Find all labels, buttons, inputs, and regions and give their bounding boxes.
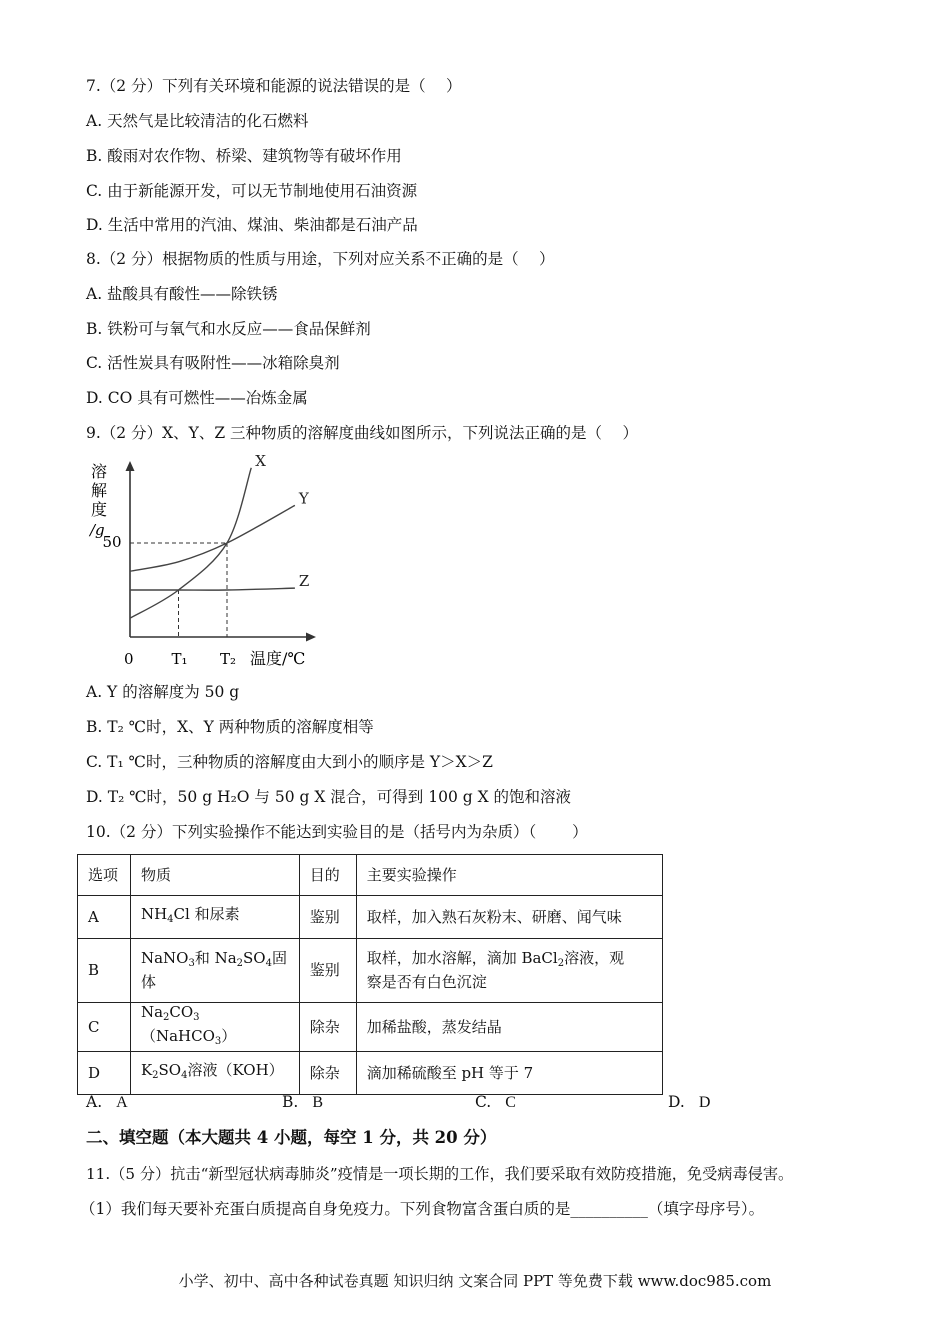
series-label-y: Y — [298, 489, 309, 508]
table-cell-substance: $NH_4Cl$ 和尿素 — [130, 896, 299, 939]
table-cell-option: A — [78, 896, 131, 939]
table-cell-option: D — [78, 1052, 131, 1095]
table-cell-substance: $K_2SO_4$溶液（KOH） — [130, 1052, 299, 1095]
table-header-cell: 主要实验操作 — [356, 855, 662, 896]
x-tick-label: T₂ — [220, 650, 237, 668]
y-axis-label-char-3: 度 — [91, 500, 108, 519]
x-tick-label: T₁ — [171, 650, 188, 668]
q10-choice-d: D. D — [668, 1093, 711, 1111]
table-cell-substance: $Na_2CO_3(NaHCO_3)$ — [130, 1003, 299, 1052]
section-heading: 二、填空题（本大题共 4 小题，每空 1 分，共 20 分） — [86, 1128, 497, 1147]
table-header-cell: 选项 — [78, 855, 131, 896]
y-axis-label-char-4: /g — [90, 521, 105, 539]
table-row — [78, 939, 663, 1003]
y-axis-label-char-1: 溶 — [91, 462, 108, 481]
q10-choice-c: C. C — [475, 1093, 516, 1111]
series-line-z — [130, 588, 295, 590]
q7-option-d: D. 生活中常用的汽油、煤油、柴油都是石油产品 — [86, 216, 418, 234]
table-header-cell: 物质 — [130, 855, 299, 896]
table-cell-operation: 取样，加水溶解，滴加 BaCl$_2$溶液，观 察是否有白色沉淀 — [356, 939, 662, 1003]
table-cell-purpose: 除杂 — [299, 1003, 356, 1052]
q8-option-c: C. 活性炭具有吸附性——冰箱除臭剂 — [86, 354, 340, 372]
y-tick-label: 50 — [102, 533, 122, 551]
q9-option-c: C. T₁ ℃时，三种物质的溶解度由大到小的顺序是 Y＞X＞Z — [86, 753, 493, 771]
table-header-cell: 目的 — [299, 855, 356, 896]
q7-option-c: C. 由于新能源开发，可以无节制地使用石油资源 — [86, 182, 418, 200]
q9-option-a: A. Y 的溶解度为 50 g — [86, 683, 240, 701]
q10-choice-b: B. B — [282, 1093, 323, 1111]
solubility-chart — [80, 455, 330, 673]
table-row — [78, 1003, 663, 1052]
q9-stem: 9.（2 分）X、Y、Z 三种物质的溶解度曲线如图所示，下列说法正确的是（ ） — [86, 424, 638, 442]
table-row — [78, 896, 663, 939]
table-cell-purpose: 鉴别 — [299, 896, 356, 939]
experiment-table — [77, 854, 663, 1095]
table-cell-purpose: 除杂 — [299, 1052, 356, 1095]
q8-stem: 8.（2 分）根据物质的性质与用途，下列对应关系不正确的是（ ） — [86, 250, 555, 268]
q8-option-d: D. CO 具有可燃性——冶炼金属 — [86, 389, 308, 407]
origin-label: 0 — [124, 650, 134, 668]
q8-option-b: B. 铁粉可与氧气和水反应——食品保鲜剂 — [86, 320, 371, 338]
y-axis-label-char-2: 解 — [91, 481, 108, 500]
table-header-row — [78, 855, 663, 896]
table-cell-operation: 取样，加入熟石灰粉末、研磨、闻气味 — [356, 896, 662, 939]
q8-option-a: A. 盐酸具有酸性——除铁锈 — [86, 285, 278, 303]
q7-option-a: A. 天然气是比较清洁的化石燃料 — [86, 112, 309, 130]
table-cell-purpose: 鉴别 — [299, 939, 356, 1003]
table-cell-operation: 滴加稀硫酸至 pH 等于 7 — [356, 1052, 662, 1095]
x-axis-label: 温度/℃ — [250, 649, 306, 668]
series-line-x — [130, 468, 251, 618]
q11-stem: 11.（5 分）抗击“新型冠状病毒肺炎”疫情是一项长期的工作，我们要采取有效防疫措施，免受病毒侵害。 — [86, 1165, 794, 1183]
table-cell-operation: 加稀盐酸，蒸发结晶 — [356, 1003, 662, 1052]
table-cell-option: C — [78, 1003, 131, 1052]
q11-sub1: （1）我们每天要补充蛋白质提高自身免疫力。下列食物富含蛋白质的是__________（填字母序号）。 — [80, 1200, 765, 1218]
q9-option-d: D. T₂ ℃时，50 g H₂O 与 50 g X 混合，可得到 100 g X 的饱和溶液 — [86, 788, 572, 806]
page-footer: 小学、初中、高中各种试卷真题 知识归纳 文案合同 PPT 等免费下载 www.doc985.com — [178, 1272, 772, 1290]
q7-stem: 7.（2 分）下列有关环境和能源的说法错误的是（ ） — [86, 77, 462, 95]
q7-option-b: B. 酸雨对农作物、桥梁、建筑物等有破坏作用 — [86, 147, 402, 165]
q9-option-b: B. T₂ ℃时，X、Y 两种物质的溶解度相等 — [86, 718, 374, 736]
q10-stem: 10.（2 分）下列实验操作不能达到实验目的是（括号内为杂质）（ ） — [86, 823, 588, 841]
table-cell-substance: NaNO$_3$和 $Na_2SO_4$固 体 — [130, 939, 299, 1003]
table-cell-option: B — [78, 939, 131, 1003]
q10-choice-a: A. A — [86, 1093, 128, 1111]
table-row — [78, 1052, 663, 1095]
series-label-x: X — [255, 455, 266, 470]
series-label-z: Z — [298, 572, 310, 591]
